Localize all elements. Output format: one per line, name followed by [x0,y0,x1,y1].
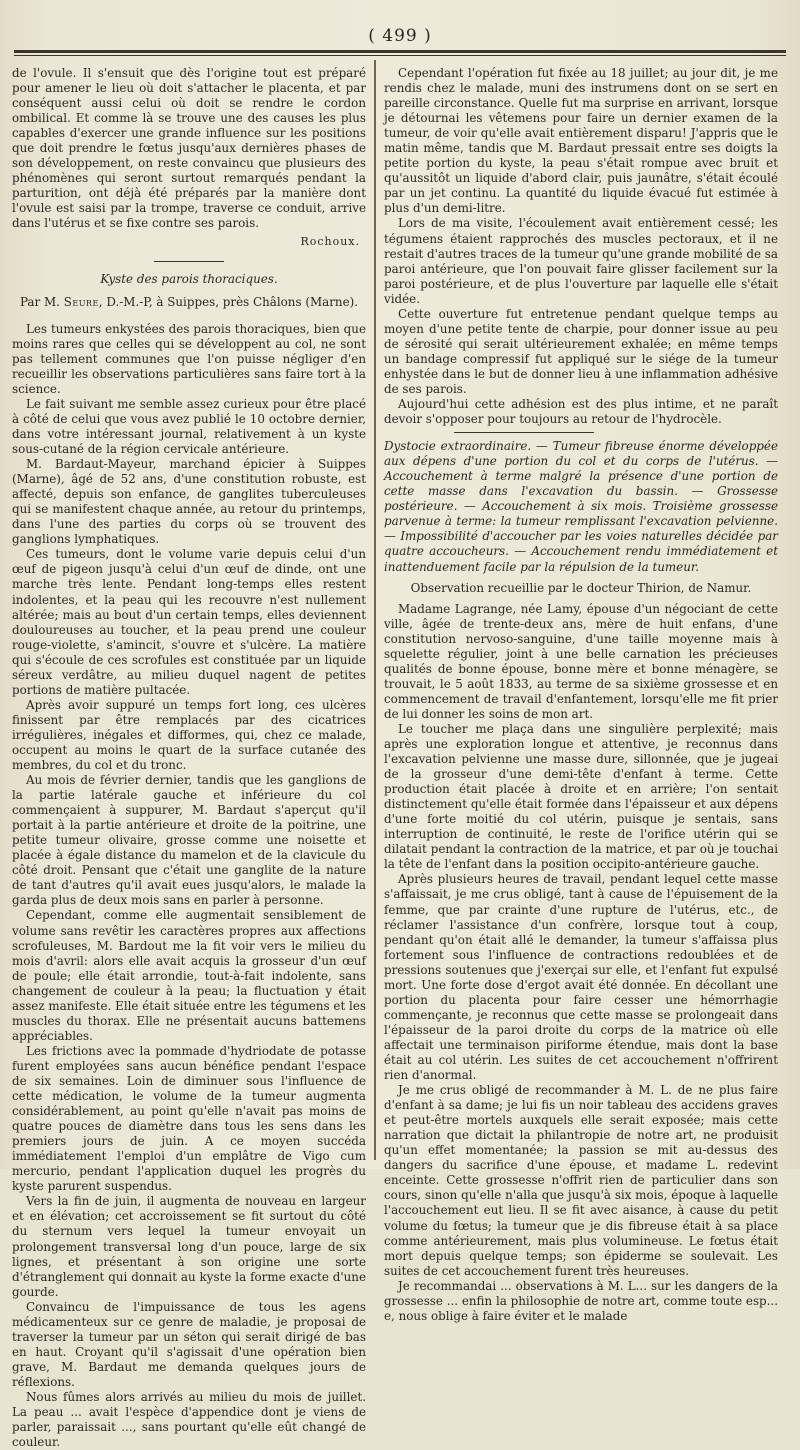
paragraph: Je me crus obligé de recommander à M. L. de ne plus faire d'enfant à sa dame; je lui fis un noir tableau des accidens graves et peut-être mortels auxquels elle serait exposée; mais cette narration que dictait la philantropie de notre art, ne produisit qu'un effet momentanée; la passion se mit au-dessus des dangers du sacrifice d'une épouse, et madame L. redevint enceinte. Cette grossesse n'offrit rien de particulier dans son cours, sinon qu'elle n'alla que jusqu'à six mois, époque à laquelle l'accouchement eut lieu. Il se fit avec aisance, à cause du petit volume du fœtus; la tumeur que je dis fibreuse était à sa place comme antérieurement, mais plus volumineuse. Le fœtus était mort depuis quelque temps; son épiderme se soulevait. Les suites de cet accouchement furent très heureuses. [384,1083,778,1278]
paragraph: Les frictions avec la pommade d'hydriodate de potasse furent employées sans aucun bénéfice pendant l'espace de six semaines. Loin de diminuer sous l'influence de cette médication, le volume de la tumeur augmenta considérablement, au point qu'elle n'avait pas moins de quatre pouces de diamètre dans tous les sens dans les premiers jours de juin. A ce moyen succéda immédiatement l'emploi d'un emplâtre de Vigo cum mercurio, pendant l'application duquel les progrès du kyste parurent suspendus. [12,1043,366,1194]
byline-rest: , D.-M.-P, à Suippes, près Châlons (Marne). [98,294,359,309]
right-column [384,66,778,1323]
paragraph: Aujourd'hui cette adhésion est des plus intime, et ne paraît devoir s'opposer pour toujours au retour de l'hydrocèle. [384,397,778,427]
header-rule [14,50,786,53]
paragraph: Lors de ma visite, l'écoulement avait entièrement cessé; les tégumens étaient rapprochés des muscles pectoraux, et il ne restait d'autres traces de la tumeur qu'une grande mobilité de sa paroi antérieure, que l'on pouvait faire glisser facilement sur la paroi postérieure, et de plus l'ouverture par laquelle elle s'était vidée. [384,216,778,306]
byline-author: Seure [63,294,99,309]
paragraph: Le toucher me plaça dans une singulière perplexité; mais après une exploration longue et attentive, je reconnus dans l'excavation pelvienne une masse dure, sillonnée, que je jugeai de la grosseur d'une demi-tête d'enfant à terme. Cette production était placée à droite et en arrière; l'on sentait distinctement qu'elle était formée dans l'épaisseur et aux dépens d'une forte moitié du col utérin, puisque je sentais, sans interruption de continuité, le reste de l'orifice utérin qui se dilatait pendant la contraction de la matrice, et par où je touchai la tête de l'enfant dans la position occipito-antérieure gauche. [384,721,778,872]
paragraph: Convaincu de l'impuissance de tous les agens médicamenteux sur ce genre de maladie, je proposai de traverser la tumeur par un séton qui serait dirigé de bas en haut. Croyant qu'il s'agissait d'une opération bien grave, M. Bardaut me demanda quelques jours de réflexions. [12,1299,366,1389]
byline-prefix: Par M. [19,294,60,309]
left-column [12,66,366,1450]
paragraph: M. Bardaut-Mayeur, marchand épicier à Suippes (Marne), âgé de 52 ans, d'une constitution robuste, est affecté, depuis son enfance, de ganglites tuberculeuses qui se manifestent chaque année, au retour du printemps, dans l'une des parties du corps où se trouvent des ganglions lymphatiques. [12,457,366,547]
paragraph: Cette ouverture fut entretenue pendant quelque temps au moyen d'une petite tente de charpie, pour donner issue au peu de sérosité qui serait ultérieurement exhalée; en même temps un bandage compressif fut appliqué sur le siége de la tumeur enhystée dans le but de donner lieu à une inflammation adhésive de ses parois. [384,306,778,396]
article-title: Kyste des parois thoraciques. [100,271,278,286]
observation-title: Observation recueillie par le docteur Thirion, de Namur. [410,580,752,595]
article-separator [154,261,224,262]
paragraph: Madame Lagrange, née Lamy, épouse d'un négociant de cette ville, âgée de trente-deux ans, mère de huit enfans, d'une constitution nervoso-sanguine, d'une taille moyenne mais à squelette régulier, joint à une belle carnation les précieuses qualités de bonne épouse, bonne mère et bonne ménagère, se trouvait, le 5 août 1833, au terme de sa sixième grossesse et en commencement de travail d'enfantement, lorsqu'elle me fit prier de lui donner les soins de mon art. [384,601,778,721]
paragraph: Le fait suivant me semble assez curieux pour être placé à côté de celui que vous avez publié le 10 octobre dernier, dans votre intéressant journal, relativement à un kyste sous-cutané de la région cervicale antérieure. [12,396,366,457]
paragraph: Vers la fin de juin, il augmenta de nouveau en largeur et en élévation; cet accroissement se fit surtout du côté du sternum vers lequel la tumeur envoyait un prolongement transversal long d'un pouce, large de six lignes, et présentant à son origine une sorte d'étranglement qui donnait au kyste la forme exacte d'une gourde. [12,1194,366,1299]
article-separator [454,432,594,433]
header-rule-thin [14,55,786,56]
paragraph: Je recommandai ... observations à M. L... sur les dangers de la grossesse ... enfin la philosophie de notre art, comme toute esp... e, nous oblige à faire éviter et le malade [384,1278,778,1323]
article-byline [12,295,366,310]
paragraph: Ces tumeurs, dont le volume varie depuis celui d'un œuf de pigeon jusqu'à celui d'un œuf de dinde, ont une marche très lente. Pendant long-temps elles restent indolentes, et la peau qui les recouvre n'est nullement altérée; mais au bout d'un certain temps, elles deviennent douloureuses au toucher, et la peau prend une couleur rouge-violette, s'amincit, s'ouvre et s'ulcère. La matière qui s'écoule de ces scrofules est constituée par un liquide séreux verdâtre, au milieu duquel nagent de petites portions de matière pultacée. [12,547,366,697]
article-abstract: Dystocie extraordinaire. — Tumeur fibreuse énorme développée aux dépens d'une portion du col et du corps de l'utérus. — Accouchement à terme malgré la présence d'une portion de cette masse dans l'excavation du bassin. — Grossesse postérieure. — Accouchement à six mois. Troisième grossesse parvenue à terme: la tumeur remplissant l'excavation pelvienne. — Impossibilité d'accoucher par les voies naturelles décidée par quatre accoucheurs. — Accouchement rendu immédiatement et inattenduement facile par la répulsion de la tumeur. [384,439,778,574]
paragraph: Après avoir suppuré un temps fort long, ces ulcères finissent par être remplacés par des cicatrices irrégulières, inégales et difformes, qui, chez ce malade, occupent au moins le quart de la surface cutanée des membres, du col et du tronc. [12,697,366,773]
paragraph: Cependant, comme elle augmentait sensiblement de volume sans revêtir les caractères propres aux affections scrofuleuses, M. Bardout me la fit voir vers le milieu du mois d'avril: alors elle avait acquis la grosseur d'un œuf de poule; elle était arrondie, tout-à-fait indolente, sans changement de couleur à la peau; la fluctuation y était assez manifeste. Elle était située entre les tégumens et les muscles du thorax. Elle ne présentait aucuns battemens appréciables. [12,908,366,1043]
column-divider [374,60,376,1160]
author-signature: Rochoux. [300,234,360,248]
page-number: ( 499 ) [368,26,432,46]
paragraph: Après plusieurs heures de travail, pendant lequel cette masse s'affaissait, je me crus obligé, tant à cause de l'épuisement de la femme, que par crainte d'une rupture de l'utérus, etc., de réclamer l'assistance d'un confrère, lorsque tout à coup, pendant qu'on était allé le demander, la tumeur s'affaissa plus fortement sous l'influence de contractions redoublées et de pressions soutenues que j'exerçai sur elle, et l'enfant fut expulsé mort. Une forte dose d'ergot avait été donnée. En décollant une portion du placenta pour faire cesser une hémorrhagie commençante, je reconnus que cette masse se prolongeait dans l'épaisseur de la paroi droite du corps de la matrice où elle affectait une terminaison piriforme étendue, mais dont la base était au col utérin. Les suites de cet accouchement n'offrirent rien d'anormal. [384,872,778,1083]
paragraph: Les tumeurs enkystées des parois thoraciques, bien que moins rares que celles qui se développent au col, ne sont pas tellement communes que l'on puisse négliger d'en recueillir les observations particulières sans faire tort à la science. [12,321,366,396]
paragraph: Cependant l'opération fut fixée au 18 juillet; au jour dit, je me rendis chez le malade, muni des instrumens dont on se sert en pareille circonstance. Quelle fut ma surprise en arrivant, lorsque je détournai les vêtemens pour faire un dernier examen de la tumeur, de voir qu'elle avait entièrement disparu! J'appris que le matin même, tandis que M. Bardaut pressait entre ses doigts la petite portion du kyste, la peau s'était rompue avec bruit et qu'aussitôt un liquide d'abord clair, puis jaunâtre, s'était écoulé par un jet continu. La quantité du liquide évacué fut estimée à plus d'un demi-litre. [384,66,778,216]
paragraph: de l'ovule. Il s'ensuit que dès l'origine tout est préparé pour amener le lieu où doit s'attacher le placenta, et par conséquent aussi celui où doit se rendre le cordon ombilical. Et comme là se trouve une des causes les plus capables d'exercer une grande influence sur les positions que doit prendre le fœtus jusqu'aux dernières phases de son développement, on reste convaincu que plusieurs des phénomènes qui seront surtout remarqués pendant la parturition, ont déjà été préparés par la manière dont l'ovule est saisi par la trompe, traverse ce conduit, arrive dans l'utérus et se fixe contre ses parois. [12,66,366,231]
paragraph: Au mois de février dernier, tandis que les ganglions de la partie latérale gauche et inférieure du col commençaient à suppurer, M. Bardaut s'aperçut qu'il portait à la partie antérieure et droite de la poitrine, une petite tumeur olivaire, grosse comme une noisette et placée à égale distance du mamelon et de la clavicule du côté droit. Pensant que c'était une ganglite de la nature de tant d'autres qu'il avait eues jusqu'alors, le malade la garda plus de deux mois sans en parler à personne. [12,773,366,908]
paragraph: Nous fûmes alors arrivés au milieu du mois de juillet. La peau ... avait l'espèce d'appendice dont je viens de parler, paraissait ..., sans pourtant qu'elle eût changé de couleur. [12,1389,366,1450]
